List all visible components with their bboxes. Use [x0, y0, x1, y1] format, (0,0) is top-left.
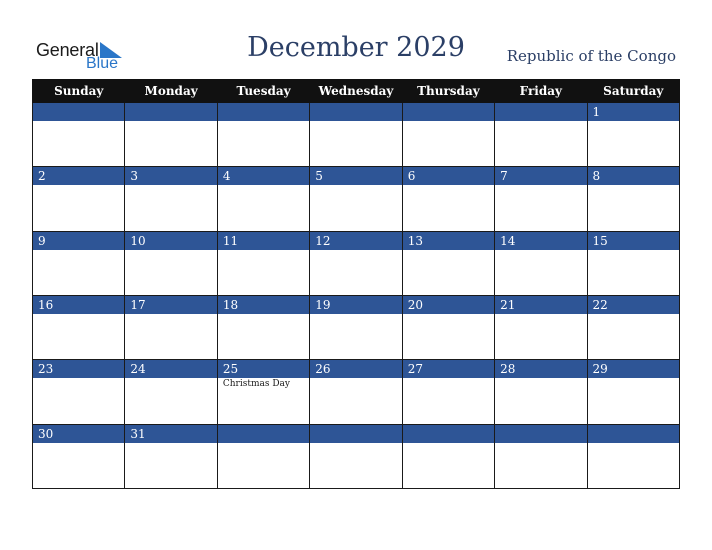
day-cell	[125, 231, 217, 295]
weekday-wednesday: Wednesday	[310, 80, 402, 103]
week-row	[33, 360, 680, 424]
day-number	[495, 425, 586, 443]
day-cell	[217, 167, 309, 231]
day-number	[218, 103, 309, 121]
day-cell	[402, 295, 494, 359]
weekday-thursday: Thursday	[402, 80, 494, 103]
day-cell	[587, 295, 679, 359]
day-number	[33, 103, 124, 121]
day-cell	[587, 360, 679, 424]
day-number: 5	[310, 167, 401, 185]
day-number: 17	[125, 296, 216, 314]
day-cell	[587, 167, 679, 231]
day-number	[310, 103, 401, 121]
day-number: 12	[310, 232, 401, 250]
day-cell	[587, 103, 679, 167]
day-number: 14	[495, 232, 586, 250]
day-cell	[125, 167, 217, 231]
day-cell	[310, 360, 402, 424]
day-cell	[402, 424, 494, 488]
day-number	[495, 103, 586, 121]
day-cell	[495, 424, 587, 488]
day-cell	[402, 167, 494, 231]
day-cell	[33, 103, 125, 167]
week-row	[33, 167, 680, 231]
day-cell	[125, 360, 217, 424]
day-number: 11	[218, 232, 309, 250]
day-number: 31	[125, 425, 216, 443]
day-number: 24	[125, 360, 216, 378]
day-number	[588, 425, 679, 443]
page-title: December 2029	[247, 32, 465, 63]
day-number: 8	[588, 167, 679, 185]
week-row	[33, 103, 680, 167]
day-cell	[495, 167, 587, 231]
day-number: 6	[403, 167, 494, 185]
day-cell	[495, 231, 587, 295]
weekday-saturday: Saturday	[587, 80, 679, 103]
day-number: 26	[310, 360, 401, 378]
holiday-label: Christmas Day	[222, 379, 290, 390]
day-cell	[587, 424, 679, 488]
day-cell	[125, 103, 217, 167]
day-number: 16	[33, 296, 124, 314]
weekday-tuesday: Tuesday	[217, 80, 309, 103]
day-cell	[33, 167, 125, 231]
country-name: Republic of the Congo	[506, 47, 676, 65]
day-cell	[125, 295, 217, 359]
day-number: 29	[588, 360, 679, 378]
week-row	[33, 424, 680, 488]
day-number	[403, 103, 494, 121]
day-number: 13	[403, 232, 494, 250]
day-cell	[495, 360, 587, 424]
day-cell	[402, 360, 494, 424]
day-cell	[495, 295, 587, 359]
day-number: 3	[125, 167, 216, 185]
day-cell	[587, 231, 679, 295]
week-row	[33, 295, 680, 359]
day-number: 2	[33, 167, 124, 185]
day-cell	[310, 103, 402, 167]
day-number: 30	[33, 425, 124, 443]
day-number	[125, 103, 216, 121]
weekday-header-row	[33, 80, 680, 103]
day-cell	[217, 424, 309, 488]
day-number	[403, 425, 494, 443]
day-number: 15	[588, 232, 679, 250]
day-cell	[33, 295, 125, 359]
day-number: 10	[125, 232, 216, 250]
day-cell	[33, 231, 125, 295]
day-cell	[217, 360, 309, 424]
day-number: 21	[495, 296, 586, 314]
calendar-body	[33, 103, 680, 489]
day-number: 28	[495, 360, 586, 378]
day-number: 4	[218, 167, 309, 185]
day-cell	[310, 295, 402, 359]
weekday-friday: Friday	[495, 80, 587, 103]
day-cell	[310, 231, 402, 295]
day-cell	[217, 295, 309, 359]
day-number: 7	[495, 167, 586, 185]
day-number: 18	[218, 296, 309, 314]
day-number: 19	[310, 296, 401, 314]
day-cell	[217, 231, 309, 295]
day-number: 25	[218, 360, 309, 378]
day-cell	[125, 424, 217, 488]
day-number: 1	[588, 103, 679, 121]
calendar-grid	[32, 79, 680, 489]
day-number: 9	[33, 232, 124, 250]
day-cell	[33, 360, 125, 424]
day-number	[218, 425, 309, 443]
day-number: 23	[33, 360, 124, 378]
day-cell	[402, 231, 494, 295]
weekday-monday: Monday	[125, 80, 217, 103]
day-cell	[402, 103, 494, 167]
logo-blue-text: Blue	[86, 55, 119, 72]
day-cell	[495, 103, 587, 167]
week-row	[33, 231, 680, 295]
day-cell	[33, 424, 125, 488]
day-cell	[310, 167, 402, 231]
day-cell	[217, 103, 309, 167]
day-number: 22	[588, 296, 679, 314]
logo-general-text: General	[36, 40, 99, 60]
day-cell	[310, 424, 402, 488]
day-number: 27	[403, 360, 494, 378]
day-number: 20	[403, 296, 494, 314]
weekday-sunday: Sunday	[33, 80, 125, 103]
day-number	[310, 425, 401, 443]
